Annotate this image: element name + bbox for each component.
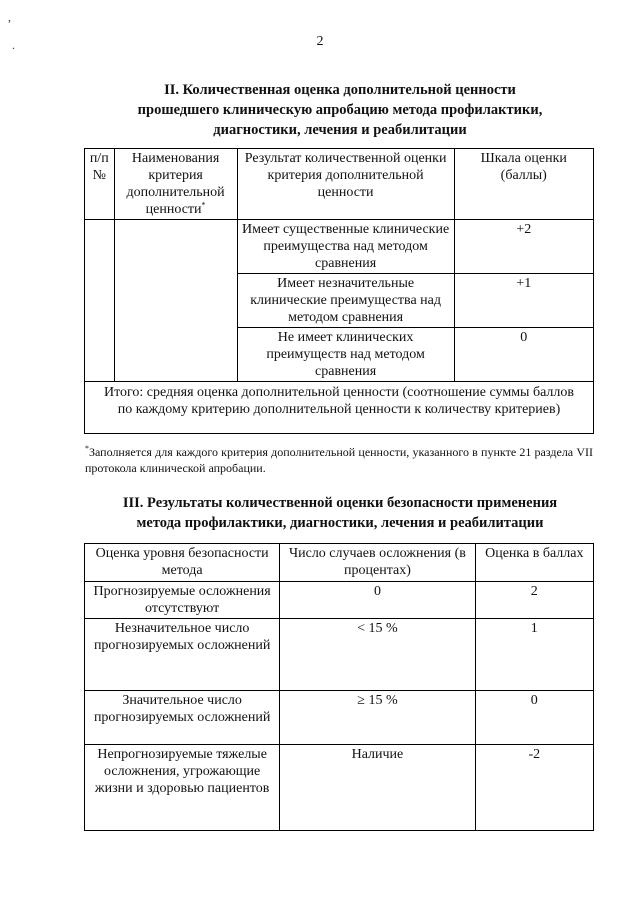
cases-cell: ≥ 15 %	[280, 691, 475, 745]
safety-level-cell: Непрогнозируемые тяжелые осложнения, угрожающие жизни и здоровью пациентов	[85, 745, 280, 831]
page-number: 2	[316, 34, 324, 49]
additional-value-table	[84, 148, 594, 434]
score-cell: 1	[475, 619, 593, 691]
scan-speck: .	[12, 38, 15, 52]
table-row	[85, 691, 594, 745]
safety-table	[84, 543, 594, 831]
score-cell: 2	[475, 582, 593, 619]
table-row	[85, 220, 594, 274]
safety-level-cell: Незначительное число прогнозируемых осложнений	[85, 619, 280, 691]
score-cell: +2	[454, 220, 593, 274]
section-2-title-line: диагностики, лечения и реабилитации	[213, 122, 467, 138]
scan-speck: ,	[8, 10, 11, 24]
score-cell: +1	[454, 274, 593, 328]
footnote-text: Заполняется для каждого критерия дополнительной ценности, указанного в пункте 21 раздела VII протокола клинической апробации.	[85, 445, 593, 475]
footnote-mark: *	[85, 444, 89, 453]
cases-cell: 0	[280, 582, 475, 619]
table-row	[85, 745, 594, 831]
header-score: Оценка в баллах	[475, 544, 593, 582]
section-3-title-line: III. Результаты количественной оценки безопасности применения	[122, 495, 558, 511]
total-cell: Итого: средняя оценка дополнительной ценности (соотношение суммы баллов по каждому критерию дополнительной ценности к количеству критериев)	[85, 382, 594, 434]
section-2-title-line: II. Количественная оценка дополнительной ценности	[164, 82, 516, 98]
criterion-name-cell	[114, 220, 237, 382]
table-header-row	[85, 544, 594, 582]
section-2-title-line: прошедшего клиническую апробацию метода профилактики,	[137, 102, 543, 118]
section-3-title	[80, 493, 600, 533]
cases-cell: Наличие	[280, 745, 475, 831]
score-cell: -2	[475, 745, 593, 831]
safety-level-cell: Значительное число прогнозируемых осложнений	[85, 691, 280, 745]
result-cell: Не имеет клинических преимуществ над методом сравнения	[237, 328, 454, 382]
header-scale: Шкала оценки (баллы)	[454, 149, 593, 220]
total-row	[85, 382, 594, 434]
num-cell	[85, 220, 115, 382]
safety-level-cell: Прогнозируемые осложнения отсутствуют	[85, 582, 280, 619]
header-criterion-name-text: Наименования критерия дополнительной ценности	[126, 151, 225, 217]
result-cell: Имеет незначительные клинические преимущества над методом сравнения	[237, 274, 454, 328]
header-complication-cases: Число случаев осложнения (в процентах)	[280, 544, 475, 582]
header-result: Результат количественной оценки критерия дополнительной ценности	[237, 149, 454, 220]
section-3-title-line: метода профилактики, диагностики, лечения и реабилитации	[136, 515, 544, 531]
table-row	[85, 619, 594, 691]
footnote	[85, 444, 593, 476]
result-cell: Имеет существенные клинические преимущества над методом сравнения	[237, 220, 454, 274]
footnote-mark: *	[201, 200, 206, 210]
header-safety-level: Оценка уровня безопасности метода	[85, 544, 280, 582]
score-cell: 0	[454, 328, 593, 382]
table-row	[85, 582, 594, 619]
header-num: п/п №	[85, 149, 115, 220]
score-cell: 0	[475, 691, 593, 745]
table-header-row	[85, 149, 594, 220]
header-criterion-name	[114, 149, 237, 220]
section-2-title	[80, 80, 600, 140]
cases-cell: < 15 %	[280, 619, 475, 691]
